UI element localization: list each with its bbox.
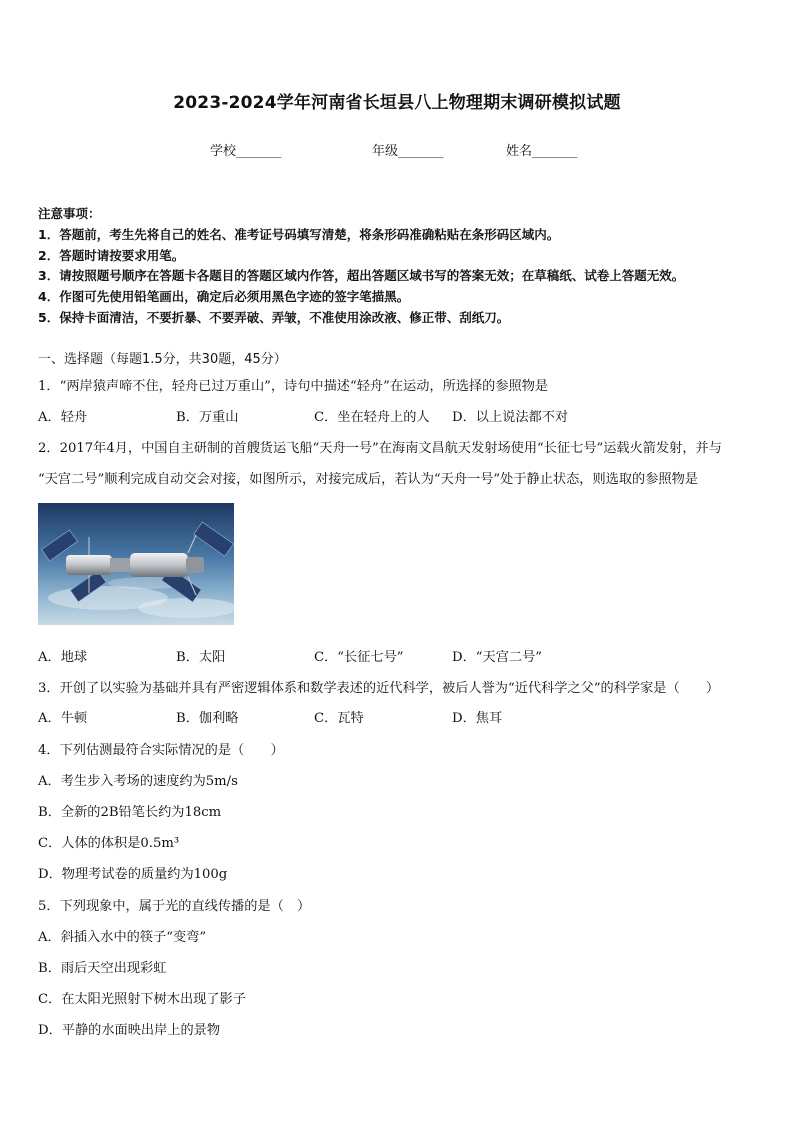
q4-option-a[interactable]: A．考生步入考场的速度约为5m/s <box>38 774 238 789</box>
q2-option-a[interactable]: A．地球 <box>38 650 88 665</box>
q4-option-c[interactable]: C．人体的体积是0.5m³ <box>38 836 180 851</box>
question-4-stem: 4．下列估测最符合实际情况的是（ ） <box>38 743 284 758</box>
q2-option-c[interactable]: C．“长征七号” <box>314 650 404 665</box>
note-item: 1．答题前，考生先将自己的姓名、准考证号码填写清楚，将条形码准确粘贴在条形码区域内。 <box>38 227 560 242</box>
school-field[interactable]: 学校_______ <box>210 144 282 159</box>
question-5-stem: 5．下列现象中，属于光的直线传播的是（ ） <box>38 899 311 914</box>
q4-option-d[interactable]: D．物理考试卷的质量约为100g <box>38 867 228 882</box>
q4-option-b[interactable]: B．全新的2B铅笔长约为18cm <box>38 805 222 820</box>
section-heading: 一、选择题（每题1.5分，共30题，45分） <box>38 352 287 367</box>
question-2-stem: 2．2017年4月，中国自主研制的首艘货运飞船“天舟一号”在海南文昌航天发射场使用“长征七号”运载火箭发射，并与 <box>38 441 722 456</box>
note-item: 4．作图可先使用铅笔画出，确定后必须用黑色字迹的签字笔描黑。 <box>38 289 410 304</box>
note-item: 5．保持卡面清洁，不要折暴、不要弄破、弄皱，不准使用涂改液、修正带、刮纸刀。 <box>38 310 510 325</box>
question-3-stem: 3．开创了以实验为基础并具有严密逻辑体系和数学表述的近代科学，被后人誉为“近代科学之父”的科学家是（ ） <box>38 681 720 696</box>
question-2-stem-cont: “天宫二号”顺利完成自动交会对接，如图所示，对接完成后，若认为“天舟一号”处于静止状态，则选取的参照物是 <box>38 472 698 487</box>
q5-option-b[interactable]: B．雨后天空出现彩虹 <box>38 961 167 976</box>
q3-option-b[interactable]: B．伽利略 <box>176 711 239 726</box>
note-item: 3．请按照题号顺序在答题卡各题目的答题区域内作答，超出答题区域书写的答案无效；在草稿纸、试卷上答题无效。 <box>38 268 685 283</box>
q3-option-c[interactable]: C．瓦特 <box>314 711 364 726</box>
q5-option-d[interactable]: D．平静的水面映出岸上的景物 <box>38 1023 221 1038</box>
notes-heading: 注意事项： <box>38 206 101 221</box>
q1-option-a[interactable]: A．轻舟 <box>38 410 88 425</box>
grade-field[interactable]: 年级_______ <box>372 144 444 159</box>
question-1-stem: 1．“两岸猿声啼不住，轻舟已过万重山”，诗句中描述“轻舟”在运动，所选择的参照物是 <box>38 379 549 394</box>
space-station-docking-image <box>38 503 234 625</box>
q1-option-c[interactable]: C．坐在轻舟上的人 <box>314 410 430 425</box>
q2-option-b[interactable]: B．太阳 <box>176 650 226 665</box>
q3-option-d[interactable]: D．焦耳 <box>452 711 503 726</box>
q2-option-d[interactable]: D．“天宫二号” <box>452 650 542 665</box>
q1-option-d[interactable]: D．以上说法都不对 <box>452 410 569 425</box>
note-item: 2．答题时请按要求用笔。 <box>38 248 185 263</box>
q5-option-c[interactable]: C．在太阳光照射下树木出现了影子 <box>38 992 246 1007</box>
q3-option-a[interactable]: A．牛顿 <box>38 711 88 726</box>
page-title: 2023-2024学年河南省长垣县八上物理期末调研模拟试题 <box>173 93 621 113</box>
name-field[interactable]: 姓名_______ <box>506 144 578 159</box>
q1-option-b[interactable]: B．万重山 <box>176 410 239 425</box>
q5-option-a[interactable]: A．斜插入水中的筷子“变弯” <box>38 930 207 945</box>
